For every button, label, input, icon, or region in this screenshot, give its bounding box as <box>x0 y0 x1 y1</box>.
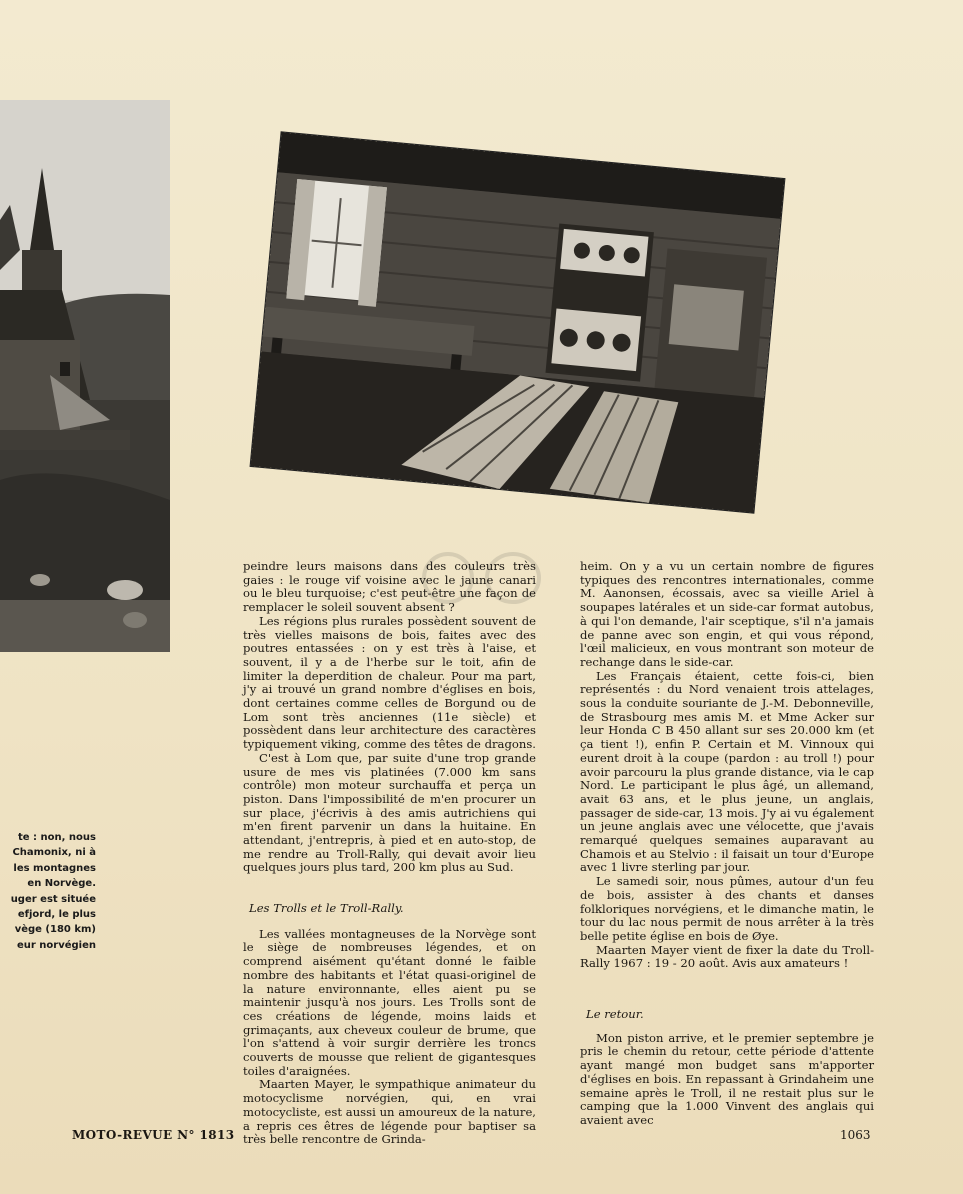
paragraph: Les Français étaient, cette fois-ci, bien représentés : du Nord venaient trois attelages, sous la conduite souriante de J.-M. Debonneville, de Strasbourg mes amis M. et Mme Acker sur leur Honda C B 450 allant sur ses 20.000 km (et ça tient !), enfin P. Certain et M. Vinnoux qui eurent droit à la coupe (pardon : au troll !) pour avoir parcouru la plus grande distance, via le cap Nord. Le participant le plus âgé, un allemand, avait 63 ans, et le plus jeune, un anglais, passager de side-car, 13 mois. J'y ai vu également un jeune anglais avec une vélocette, que j'avais remarqué quelques semaines auparavant au Chamois et au Stelvio : il faisait un tour d'Europe avec 1 livre sterling par jour. <box>580 668 874 875</box>
paragraph: C'est à Lom que, par suite d'une trop grande usure de mes vis platinées (7.000 km sans contrôle) mon moteur surchauffa et perça un piston. Dans l'impossibilité de m'en procurer un sur place, j'écrivis à des amis autrichiens qui m'en firent parvenir un dans la huitaine. En attendant, j'entrepris, à pied et en auto-stop, de me rendre au Troll-Rally, qui devait avoir lieu quelques jours plus tard, 200 km plus au Sud. <box>243 750 536 875</box>
article-column-2-bottom <box>580 1008 874 1128</box>
paragraph: Les régions plus rurales possèdent souvent de très vielles maisons de bois, faites avec des poutres entassées : on y est très à l'aise, et souvent, il y a de l'herbe sur le toit, afin de limiter la deperdition de chaleur. Pour ma part, j'y ai trouvé un grand nombre d'églises en bois, dont certaines comme celles de Borgund ou de Lom sont très anciennes (11e siècle) et possèdent dans leur architecture des caractères typiquement viking, comme des têtes de dragons. <box>243 613 536 752</box>
article-column-2-top <box>580 560 874 971</box>
article-column-1-bottom <box>243 902 536 1147</box>
paragraph: peindre leurs maisons dans des couleurs très gaies : le rouge vif voisine avec le jaune canari ou le bleu turquoise; c'est peut-être une façon de remplacer le soleil souvent absent ? <box>243 559 536 615</box>
caption-line: vège (180 km) <box>14 924 96 936</box>
paragraph: Mon piston arrive, et le premier septembre je pris le chemin du retour, cette période d'attente ayant mangé mon budget sans m'apporter d'églises en bois. En repassant à Grindaheim une semaine après le Troll, il ne restait plus sur le camping que la 1.000 Vinvent des anglais qui avaient avec <box>580 1030 874 1127</box>
section-heading-retour: Le retour. <box>586 1007 644 1021</box>
page-number: 1063 <box>840 1128 871 1142</box>
paragraph: Les vallées montagneuses de la Norvège sont le siège de nombreuses légendes, et on comprend aisément qu'étant donné le faible nombre des habitants et l'état quasi-originel de la nature environnante, elles aient pu se maintenir jusqu'à nos jours. Les Trolls sont de ces créations de légende, moins laids et grimaçants, aux cheveux couleur de brume, que l'on s'attend à voir surgir derrière les troncs couverts de mousse que relient de gigantesques toiles d'araignées. <box>243 926 536 1078</box>
paragraph: Maarten Mayer, le sympathique animateur du motocyclisme norvégien, qui, en vrai motocycliste, est aussi un amoureux de la nature, a repris ces êtres de légende pour baptiser sa très belle rencontre de Grinda- <box>243 1077 536 1147</box>
paragraph: heim. On y a vu un certain nombre de figures typiques des rencontres internationales, comme M. Aanonsen, écossais, avec sa vieille Ariel à soupapes latérales et un side-car format autobus, à qui l'on demande, l'air sceptique, s'il n'a jamais de panne avec son engin, et qui vous répond, l'œil malicieux, en vous montrant son moteur de rechange dans le side-car. <box>580 559 874 669</box>
caption-line: efjord, le plus <box>17 909 96 921</box>
caption-line: les montagnes <box>13 862 96 874</box>
section-heading-trolls: Les Trolls et le Troll-Rally. <box>249 901 404 915</box>
church-photo <box>0 100 170 652</box>
magazine-issue-footer: MOTO-REVUE N° 1813 <box>72 1128 235 1142</box>
paragraph: Le samedi soir, nous pûmes, autour d'un feu de bois, assister à des chants et danses folkloriques norvégiens, et le dimanche matin, le tour du lac nous permit de nous arrêter à la très belle petite église en bois de Øye. <box>580 874 874 943</box>
article-column-1-top <box>243 560 536 875</box>
caption-line: en Norvège. <box>27 878 96 890</box>
caption-line: uger est située <box>10 893 96 905</box>
paragraph: Maarten Mayer vient de fixer la date du Troll-Rally 1967 : 19 - 20 août. Avis aux amateurs ! <box>580 942 874 971</box>
photo-caption <box>0 830 96 953</box>
interior-photo <box>251 132 785 512</box>
caption-line: Chamonix, ni à <box>12 847 96 859</box>
caption-line: te : non, nous <box>18 832 96 843</box>
caption-line: eur norvégien <box>16 939 96 951</box>
